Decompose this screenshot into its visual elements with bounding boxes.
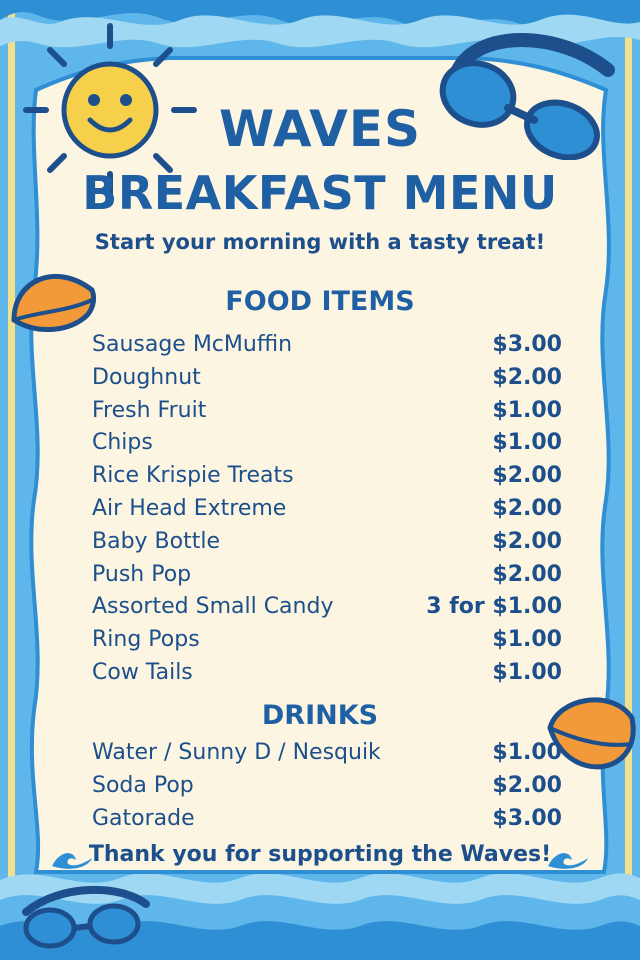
drinks-list [92,737,562,835]
food-item-name: Push Pop [92,561,192,587]
food-item-price: $2.00 [492,364,562,390]
drink-item-name: Soda Pop [92,772,194,798]
food-item-name: Sausage McMuffin [92,332,293,357]
food-item [92,329,562,362]
food-item [92,395,562,428]
food-item-price: $2.00 [492,495,562,521]
food-item-name: Baby Bottle [92,528,221,554]
food-section-heading: FOOD ITEMS [225,286,415,317]
food-item-price: $1.00 [492,659,562,685]
food-item-name: Air Head Extreme [92,495,287,521]
drink-item-name: Gatorade [92,805,195,831]
food-item-price: 3 for $1.00 [426,594,562,620]
drinks-section-heading: DRINKS [261,700,379,731]
food-item [92,657,562,690]
food-item-price: $1.00 [492,627,562,653]
food-item-price: $2.00 [492,463,562,489]
food-item [92,591,562,624]
food-item-price: $1.00 [492,430,562,456]
food-list [92,329,562,690]
food-item-name: Assorted Small Candy [92,594,334,620]
food-item-price: $3.00 [492,332,562,357]
food-item-name: Ring Pops [92,627,200,653]
food-item [92,526,562,559]
food-item-price: $2.00 [492,561,562,587]
food-item-name: Doughnut [92,364,201,390]
food-item [92,559,562,592]
food-item [92,362,562,395]
drink-item-name: Water / Sunny D / Nesquik [92,740,381,765]
food-item-price: $1.00 [492,397,562,423]
menu-title-line1: WAVES [218,100,422,158]
food-item-name: Cow Tails [92,659,193,685]
food-item-name: Fresh Fruit [92,397,207,423]
menu-title-line2: BREAKFAST MENU [82,166,558,220]
footer-thank-you: Thank you for supporting the Waves! [88,842,552,867]
drink-item [92,803,562,836]
drink-item [92,737,562,770]
menu-subtitle: Start your morning with a tasty treat! [94,230,546,254]
drink-item-price: $3.00 [492,805,562,831]
drink-item-price: $1.00 [492,740,562,765]
food-item-price: $2.00 [492,528,562,554]
drink-item-price: $2.00 [492,772,562,798]
food-item [92,493,562,526]
food-item [92,624,562,657]
drink-item [92,770,562,803]
food-item-name: Chips [92,430,153,456]
food-item [92,427,562,460]
food-item [92,460,562,493]
food-item-name: Rice Krispie Treats [92,463,294,489]
